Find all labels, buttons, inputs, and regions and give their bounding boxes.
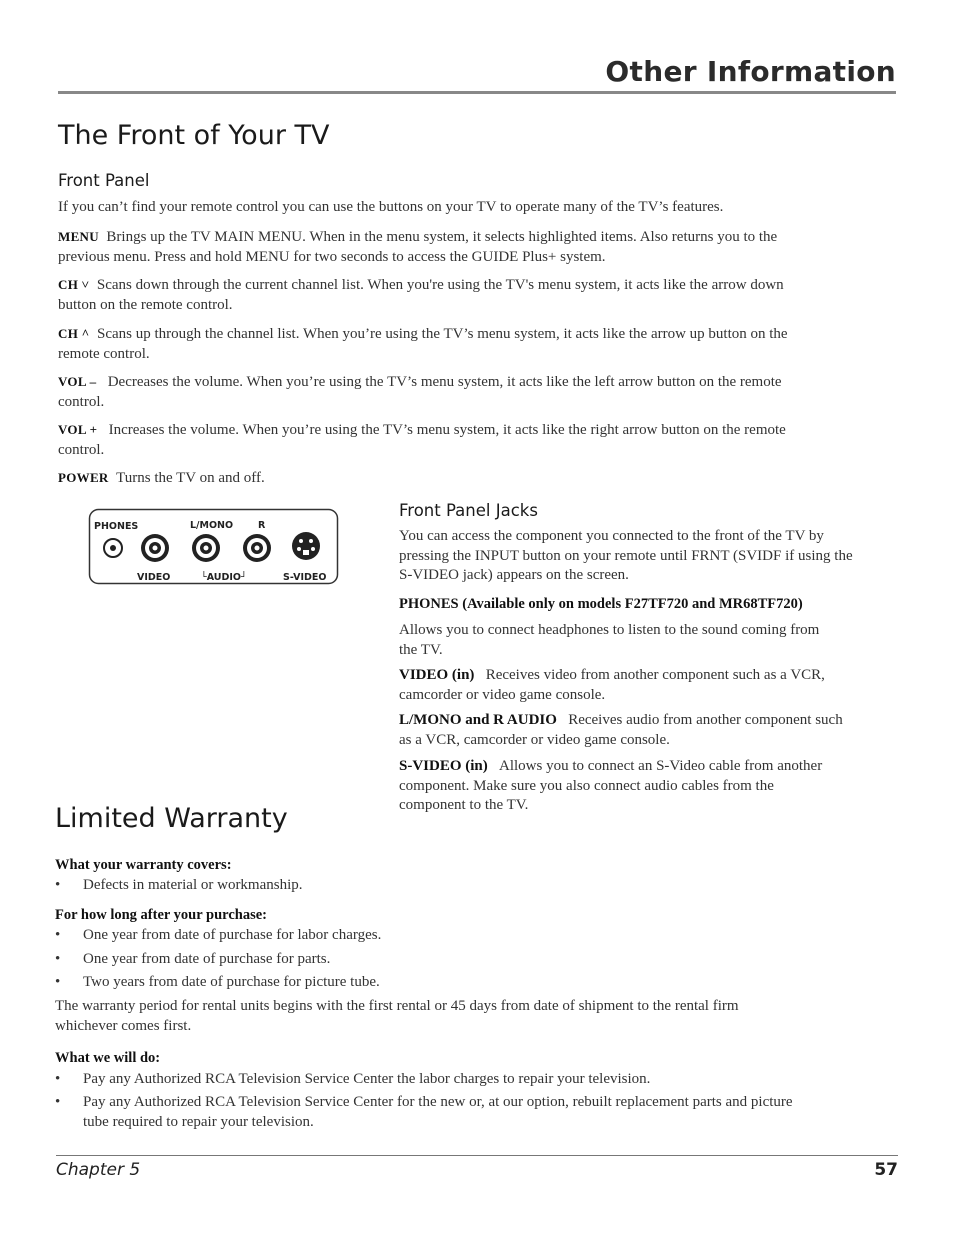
panel-item-desc: Decreases the volume. When you’re using the TV’s menu system, it acts like the left arrow button on the remote [107,374,782,390]
header-divider [58,91,896,94]
svideo-desc [399,757,822,816]
jacks-intro-line: pressing the INPUT button on your remote until FRNT (SVIDF if using the [399,547,853,564]
audio-line: Receives audio from another component such [568,712,843,728]
svideo-line: component. Make sure you also connect audio cables from the [399,777,774,794]
panel-item-key: POWER [58,470,109,485]
jacks-intro-line: S-VIDEO jack) appears on the screen. [399,567,629,583]
audio-key: L/MONO and R AUDIO [399,712,557,728]
phones-desc-line: the TV. [399,641,443,658]
list-item-text: One year from date of purchase for parts. [83,951,331,967]
list-item-text: One year from date of purchase for labor charges. [83,927,382,943]
rental-paragraph [55,997,739,1036]
phones-heading: PHONES (Available only on models F27TF720 and MR68TF720) [399,596,803,612]
list-item-text: Defects in material or workmanship. [83,877,303,893]
panel-item-desc: Turns the TV on and off. [116,470,265,486]
panel-item-key: MENU [58,229,99,244]
list-item-line: Pay any Authorized RCA Television Service Center for the new or, at our option, rebuilt replacement parts and picture [83,1094,793,1110]
footer-divider [56,1155,898,1156]
list-item-text [83,1093,793,1132]
phones-jack-label: PHONES [94,521,139,532]
panel-item-desc: Scans up through the channel list. When you’re using the TV’s menu system, it acts like the arrow up button on the [97,326,788,342]
svideo-line: component to the TV. [399,797,529,813]
panel-item-key: CH ˅ [58,277,90,292]
svideo-jack-label: S-VIDEO [283,572,327,583]
video-in-line: Receives video from another component such as a VCR, [485,667,825,683]
panel-item-desc-cont: control. [58,393,105,410]
phones-jack-center [110,545,116,551]
audio-jack-label: └AUDIO┘ [201,572,247,583]
panel-item-desc: Brings up the TV MAIN MENU. When in the menu system, it selects highlighted items. Also returns you to the [106,229,778,245]
jacks-intro-line: You can access the component you connected to the front of the TV by [399,528,824,544]
phones-desc-line: Allows you to connect headphones to listen to the sound coming from [399,622,820,638]
panel-item-desc-cont: control. [58,441,105,458]
panel-item-vol-up [58,420,898,460]
rental-line: whichever comes first. [55,1017,192,1034]
panel-item-desc-cont: remote control. [58,345,150,362]
video-in-desc [399,666,825,705]
svideo-line: Allows you to connect an S-Video cable from another [499,758,823,774]
panel-item-ch-down [58,275,898,315]
rental-line: The warranty period for rental units begins with the first rental or 45 days from date of shipment to the rental firm [55,998,739,1014]
panel-item-desc-cont: button on the remote control. [58,296,233,313]
warranty-title: Limited Warranty [55,803,288,834]
list-item-text: Two years from date of purchase for picture tube. [83,974,380,990]
phones-desc [399,621,819,660]
page-number: 57 [874,1160,898,1180]
audio-desc [399,711,843,750]
video-jack-label: VIDEO [137,572,171,583]
panel-item-desc: Scans down through the current channel list. When you're using the TV's menu system, it acts like the arrow down [96,277,784,293]
panel-item-ch-up [58,324,898,364]
svideo-jack [292,532,320,560]
jacks-intro [399,527,853,586]
covers-heading: What your warranty covers: [55,857,232,873]
panel-item-vol-down [58,372,898,412]
footer-chapter: Chapter 5 [56,1160,141,1180]
video-in-line: camcorder or video game console. [399,686,606,703]
panel-item-desc-cont: previous menu. Press and hold MENU for two seconds to access the GUIDE Plus+ system. [58,248,606,265]
list-item-text: Pay any Authorized RCA Television Service Center the labor charges to repair your television. [83,1071,651,1087]
panel-item-power [58,468,898,489]
front-panel-jack-diagram [88,508,340,588]
page-title: The Front of Your TV [58,120,330,151]
audio-line: as a VCR, camcorder or video game console. [399,731,670,748]
video-jack [141,534,169,562]
r-audio-jack [243,534,271,562]
lmono-jack-label: L/MONO [190,520,234,531]
how-long-heading: For how long after your purchase: [55,907,267,923]
panel-item-key: CH ^ [58,326,90,341]
panel-item-key: VOL + [58,422,98,437]
panel-item-desc: Increases the volume. When you’re using the TV’s menu system, it acts like the right arrow button on the remote [108,422,786,438]
r-jack-label: R [258,520,266,531]
section-header-title: Other Information [605,55,896,88]
front-panel-jacks-heading: Front Panel Jacks [399,501,538,520]
front-panel-intro: If you can’t find your remote control you can use the buttons on your TV to operate many of the TV’s features. [58,199,724,215]
lmono-jack [192,534,220,562]
front-panel-heading: Front Panel [58,171,150,190]
panel-item-menu [58,227,898,267]
will-do-heading: What we will do: [55,1050,161,1066]
list-item-line: tube required to repair your television. [83,1113,314,1130]
panel-item-key: VOL – [58,374,97,389]
svideo-key: S-VIDEO (in) [399,758,488,774]
video-in-key: VIDEO (in) [399,667,475,683]
